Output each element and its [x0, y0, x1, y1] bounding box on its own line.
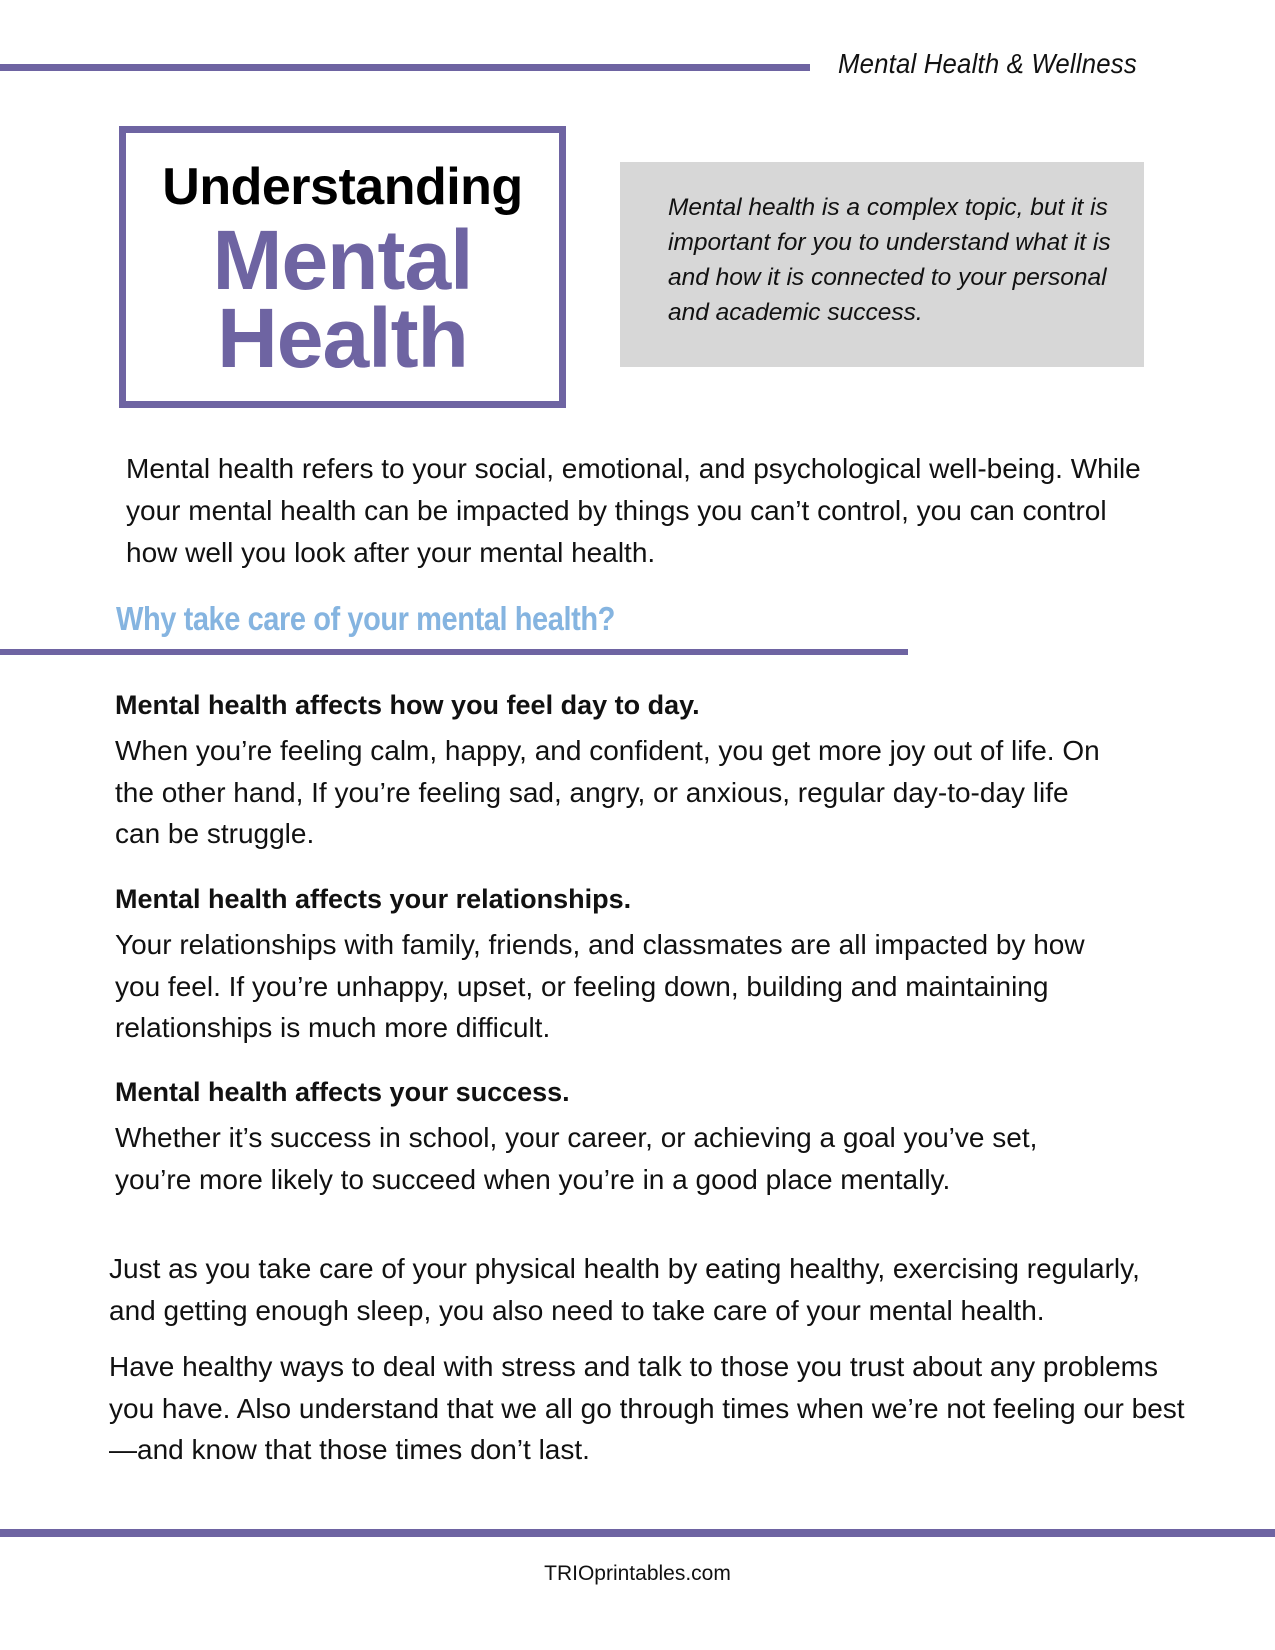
- footer-rule: [0, 1529, 1275, 1537]
- closing-paragraph: Have healthy ways to deal with stress and talk to those you trust about any problems you have. Also understand that we all go through times when we’re not feeling our best—and know that those times don’t last.: [109, 1351, 1185, 1465]
- title-line-understanding: Understanding: [162, 158, 523, 216]
- reason-title: Mental health affects your success.: [115, 1077, 570, 1107]
- callout-text: Mental health is a complex topic, but it is important for you to understand what it is and how it is connected to your personal and academic success.: [668, 194, 1111, 326]
- reason-title: Mental health affects how you feel day to day.: [115, 690, 700, 720]
- reason-block: [115, 686, 1115, 855]
- footer-site-link[interactable]: TRIOprintables.com: [544, 1562, 731, 1585]
- section-rule: [0, 649, 908, 655]
- reason-block: [115, 1073, 1115, 1200]
- reason-title: Mental health affects your relationships.: [115, 884, 632, 914]
- intro-paragraph: Mental health refers to your social, emotional, and psychological well-being. While your mental health can be impacted by things you can’t control, you can control how well you look after your mental health.: [126, 453, 1141, 568]
- reason-body: Whether it’s success in school, your career, or achieving a goal you’ve set, you’re more likely to succeed when you’re in a good place mentally.: [115, 1122, 1038, 1195]
- title-box: [119, 126, 566, 408]
- section-heading: Why take care of your mental health?: [116, 600, 615, 637]
- reason-block: [115, 880, 1115, 1049]
- reason-body: When you’re feeling calm, happy, and confident, you get more joy out of life. On the other hand, If you’re feeling sad, angry, or anxious, regular day-to-day life can be struggle.: [115, 735, 1100, 849]
- title-line-mental: Mental: [212, 213, 473, 307]
- header-rule: [0, 64, 810, 71]
- title-line-health: Health: [217, 291, 468, 385]
- closing-paragraph: Just as you take care of your physical health by eating healthy, exercising regularly, and getting enough sleep, you also need to take care of your mental health.: [109, 1253, 1140, 1326]
- header-title: Mental Health & Wellness: [838, 48, 1137, 79]
- reason-body: Your relationships with family, friends, and classmates are all impacted by how you feel. If you’re unhappy, upset, or feeling down, building and maintaining relationships is much more difficult.: [115, 929, 1085, 1043]
- callout-box: [620, 162, 1144, 367]
